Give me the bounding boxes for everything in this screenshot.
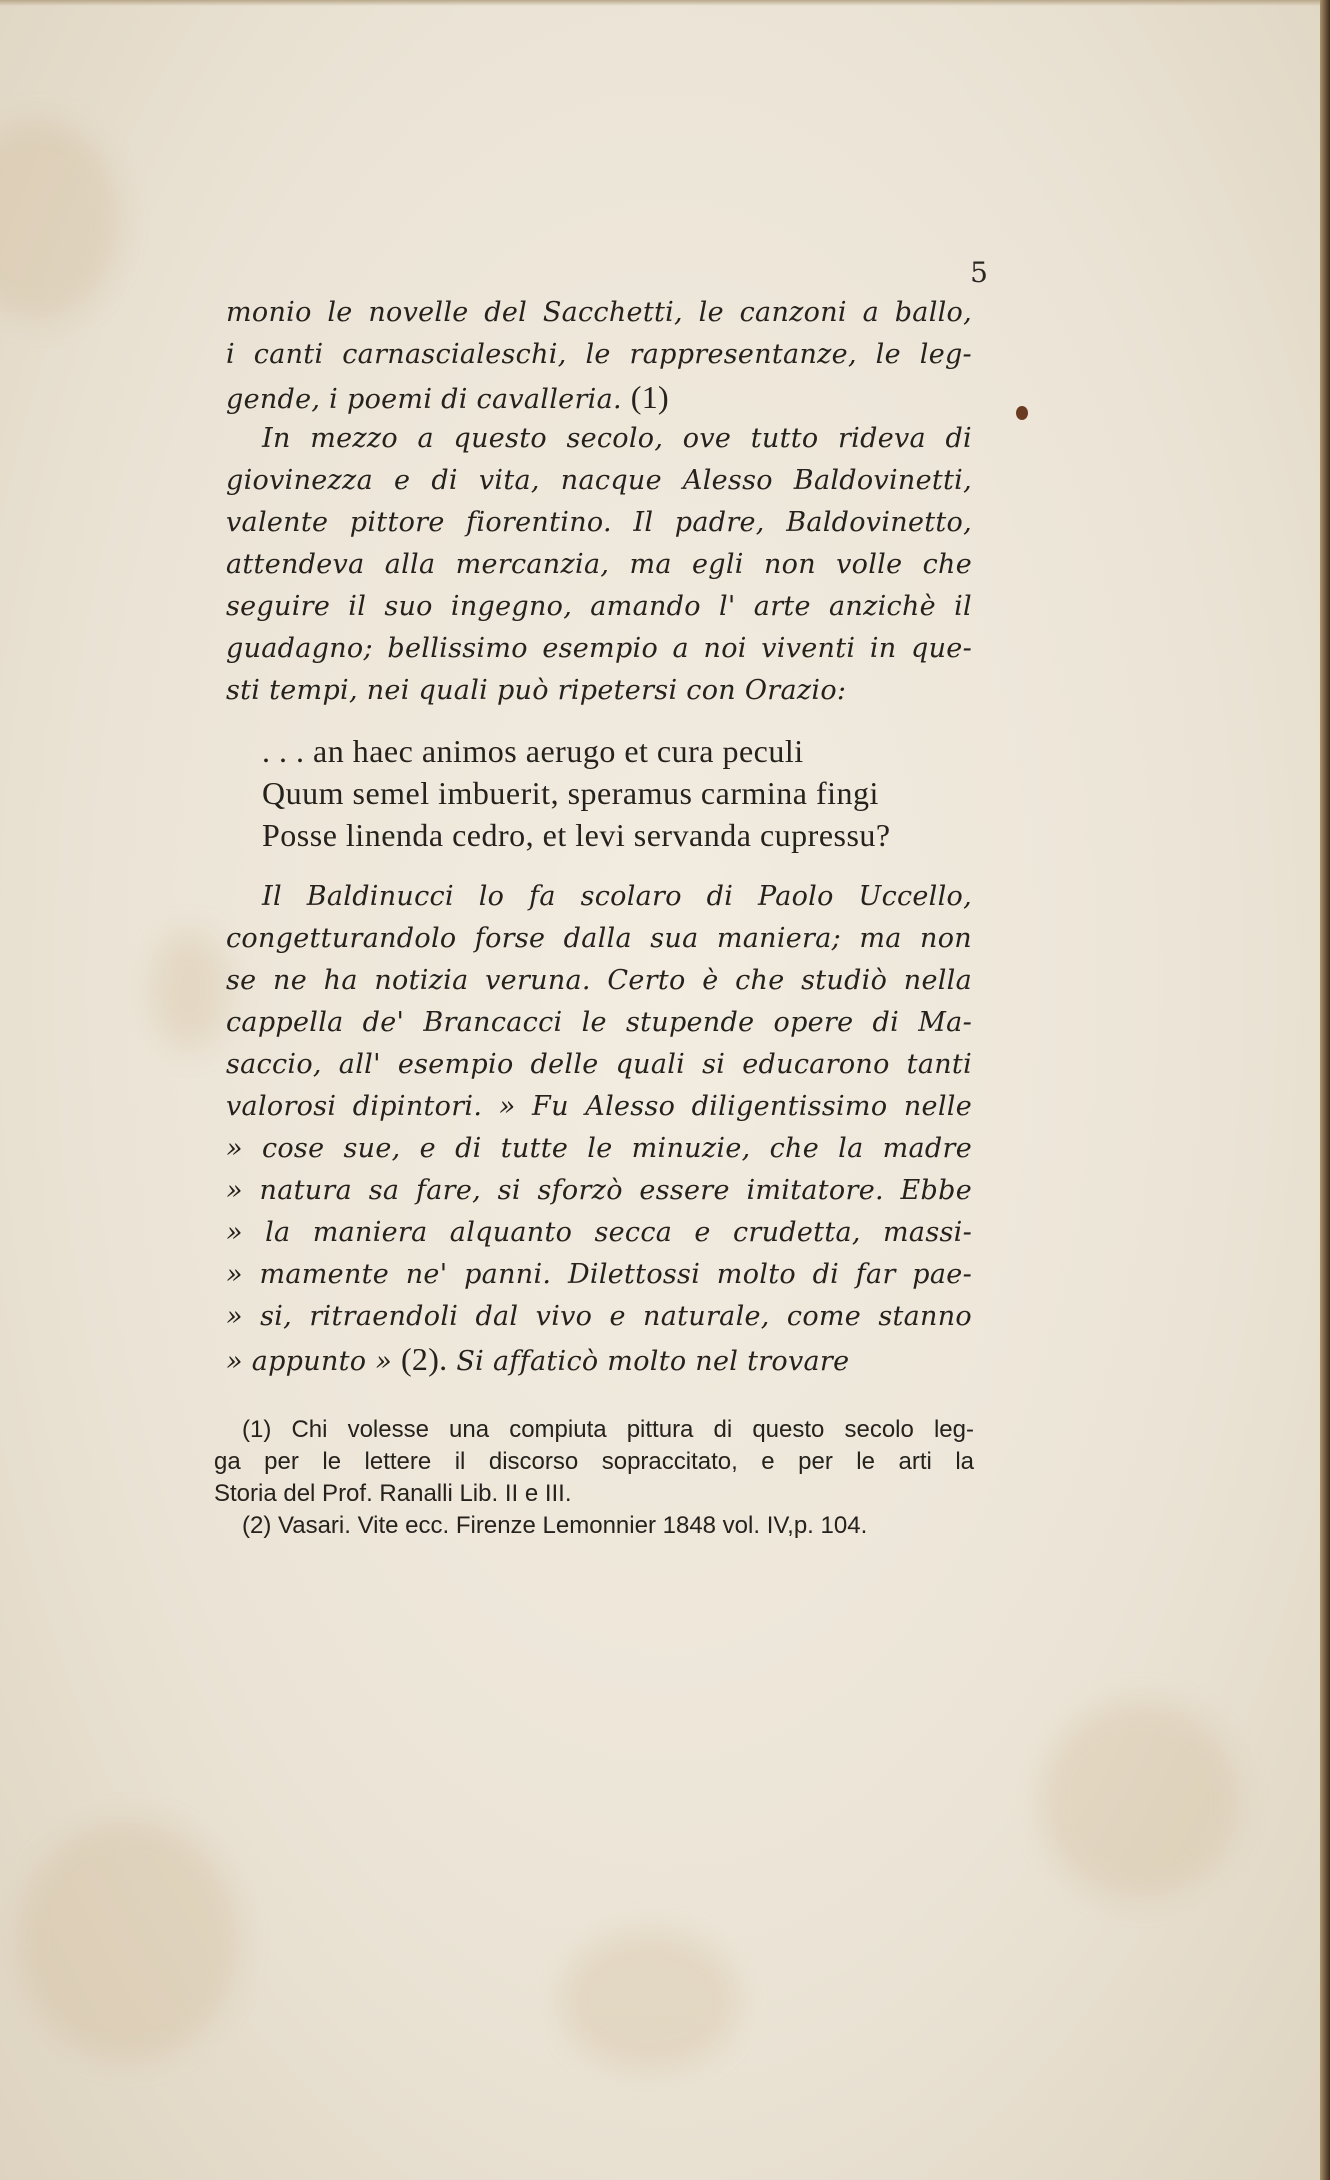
footnotes bbox=[214, 1414, 974, 1542]
quote-line: . . . an haec animos aerugo et cura peculi bbox=[262, 733, 804, 769]
foxing-stain bbox=[20, 1820, 240, 2060]
text-line: congetturandolo forse dalla sua maniera; ma non bbox=[226, 923, 972, 954]
text-line-italic: Si affaticò molto nel trovare bbox=[456, 1346, 850, 1377]
text-line: sti tempi, nei quali può ripetersi con Orazio: bbox=[226, 675, 847, 706]
text-line bbox=[226, 1338, 972, 1380]
foxing-stain bbox=[0, 120, 120, 320]
text-line bbox=[226, 376, 972, 418]
page-binding-edge bbox=[1320, 0, 1330, 2180]
foxing-stain bbox=[1040, 1700, 1240, 1900]
text-line: » si, ritraendoli dal vivo e naturale, come stanno bbox=[226, 1301, 972, 1332]
text-line: i canti carnascialeschi, le rappresentanze, le leg- bbox=[226, 339, 972, 370]
text-line: attendeva alla mercanzia, ma egli non volle che bbox=[226, 549, 972, 580]
text-line: cappella de' Brancacci le stupende opere di Ma- bbox=[226, 1007, 972, 1038]
foxing-stain bbox=[560, 1930, 740, 2070]
ink-spot bbox=[1016, 406, 1028, 420]
text-line: valorosi dipintori. » Fu Alesso diligentissimo nelle bbox=[226, 1091, 972, 1122]
text-line: monio le novelle del Sacchetti, le canzoni a ballo, bbox=[226, 297, 972, 328]
text-line: » mamente ne' panni. Dilettossi molto di far pae- bbox=[226, 1259, 972, 1290]
text-line: » natura sa fare, si sforzò essere imitatore. Ebbe bbox=[226, 1175, 972, 1206]
foxing-stain bbox=[150, 930, 230, 1050]
footnote-line: Storia del Prof. Ranalli Lib. II e III. bbox=[214, 1480, 572, 1507]
page-top-edge bbox=[0, 0, 1330, 6]
text-line-italic: » appunto » bbox=[226, 1346, 393, 1377]
text-line: In mezzo a questo secolo, ove tutto rideva di bbox=[262, 423, 972, 454]
text-line: guadagno; bellissimo esempio a noi viventi in que- bbox=[226, 633, 972, 664]
footnote-line: (1) Chi volesse una compiuta pittura di questo secolo leg- bbox=[242, 1416, 974, 1443]
text-line: » cose sue, e di tutte le minuzie, che la madre bbox=[226, 1133, 972, 1164]
text-line: se ne ha notizia veruna. Certo è che studiò nella bbox=[226, 965, 972, 996]
page-number: 5 bbox=[970, 256, 988, 289]
latin-quotation bbox=[262, 730, 968, 856]
text-line: giovinezza e di vita, nacque Alesso Baldovinetti, bbox=[226, 465, 972, 496]
quote-line: Quum semel imbuerit, speramus carmina fingi bbox=[262, 775, 879, 811]
text-line-italic: gende, i poemi di cavalleria. bbox=[226, 384, 622, 415]
text-line: » la maniera alquanto secca e crudetta, massi- bbox=[226, 1217, 972, 1248]
text-line: seguire il suo ingegno, amando l' arte anzichè il bbox=[226, 591, 972, 622]
footnote-ref: (2). bbox=[400, 1341, 448, 1377]
quote-line: Posse linenda cedro, et levi servanda cupressu? bbox=[262, 817, 891, 853]
footnote-ref: (1) bbox=[630, 379, 669, 415]
lower-paragraph bbox=[226, 876, 972, 1380]
footnote-line: (2) Vasari. Vite ecc. Firenze Lemonnier 1848 vol. IV,p. 104. bbox=[242, 1512, 868, 1539]
footnote-line: ga per le lettere il discorso sopraccitato, e per le arti la bbox=[214, 1448, 974, 1475]
text-line: Il Baldinucci lo fa scolaro di Paolo Uccello, bbox=[262, 881, 972, 912]
text-line: saccio, all' esempio delle quali si educarono tanti bbox=[226, 1049, 972, 1080]
main-paragraph bbox=[226, 292, 972, 712]
text-line: valente pittore fiorentino. Il padre, Baldovinetto, bbox=[226, 507, 972, 538]
